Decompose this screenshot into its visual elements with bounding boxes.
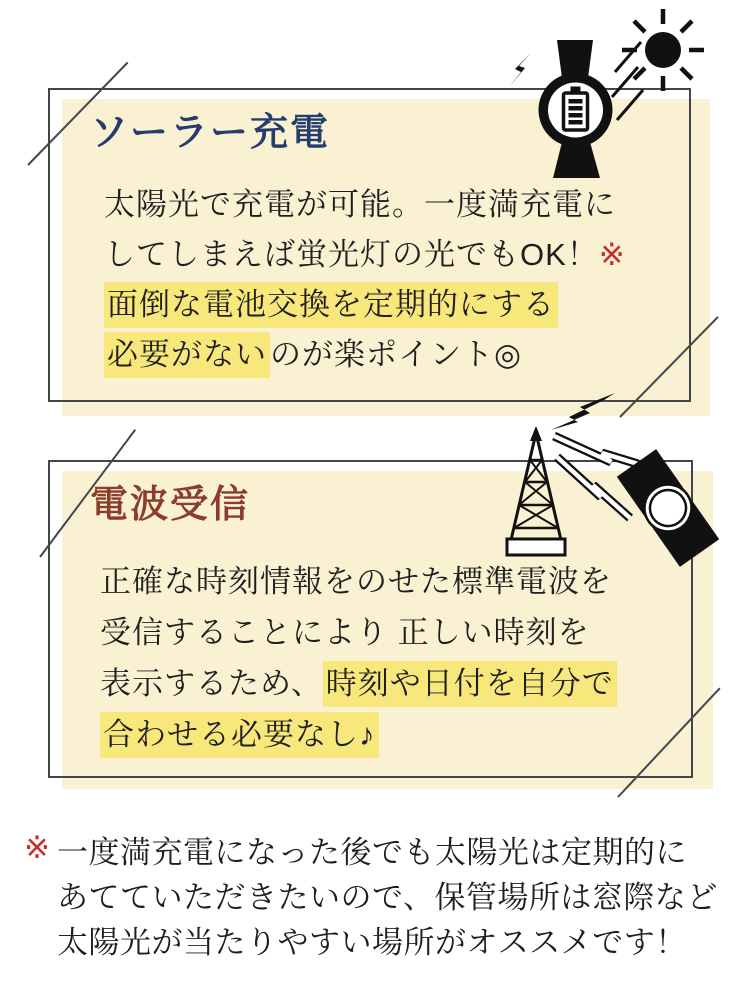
highlight-segment: 面倒な電池交換を定期的にする [104,282,558,328]
radio-text [100,556,617,760]
footnote-line: 一度満充電になった後でも太陽光は定期的に [57,835,687,870]
radio-wave-bolt-icons [551,393,638,518]
text-segment: 太陽光で充電が可能。一度満充電に [104,187,616,222]
highlight-segment: 合わせる必要なし♪ [100,712,379,758]
solar-text [104,180,626,380]
text-line [104,280,626,330]
text-segment: してしまえば蛍光灯の光でもOK！ [104,237,599,272]
radio-wave-illustration [480,378,750,584]
text-line [100,709,617,760]
text-segment: 表示するため、 [100,666,323,701]
text-line [104,180,626,230]
text-line [100,658,617,709]
footnote-line: あてていただきたいので、保管場所は窓際など [57,880,718,915]
text-line [104,230,626,280]
lightning-bolt-icon [509,53,531,87]
footnote [24,830,736,965]
text-line [104,330,626,380]
footnote-mark: ※ [24,830,51,865]
footnote-line: 太陽光が当たりやすい場所がオススメです！ [57,925,687,960]
text-segment: 正確な時刻情報をのせた標準電波を [100,564,612,599]
watch-with-battery-icon [509,40,613,178]
highlight-segment: 時刻や日付を自分で [323,661,617,707]
radio-tower-icon [507,426,565,555]
footnote-reference-mark: ※ [598,237,626,272]
text-segment: のが楽ポイント◎ [270,337,523,372]
sunlight-rays-icon [612,42,643,120]
solar-title: ソーラー充電 [90,112,331,154]
tilted-watch-icon [617,449,719,567]
highlight-segment: 必要がない [104,332,270,378]
text-line [100,607,617,658]
text-segment: 受信することにより 正しい時刻を [100,615,590,650]
radio-title: 電波受信 [90,484,251,526]
solar-charge-illustration [500,8,750,180]
